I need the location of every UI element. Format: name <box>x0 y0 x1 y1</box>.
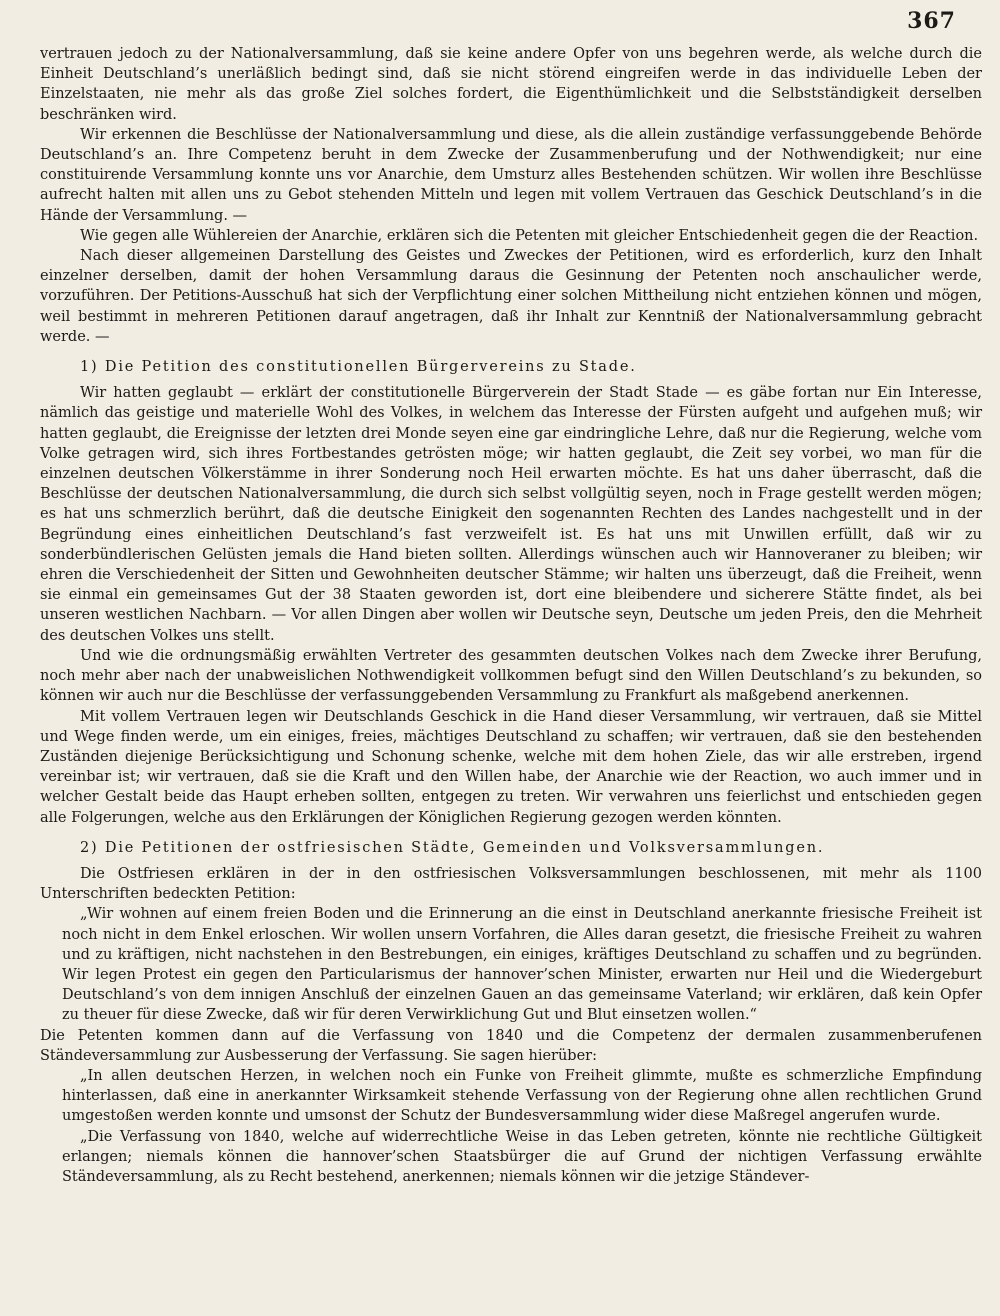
paragraph: Die Ostfriesen erklären in der in den ostfriesischen Volksversammlungen beschlossenen, mit mehr als 1100 Unterschriften bedeckten Petition: <box>40 865 982 903</box>
section-heading: 1) Die Petition des constitutionellen Bürgervereins zu Stade. <box>80 359 637 376</box>
paragraph: Mit vollem Vertrauen legen wir Deutschlands Geschick in die Hand dieser Versammlung, wir vertrauen, daß sie Mittel und Wege finden werde, um ein einiges, freies, mächtiges Deutschland zu schaffen; wir vertrauen, daß sie den bestehenden Zuständen diejenige Berücksichtigung und Schonung schenke, welche mit dem hohen Ziele, das wir alle erstreben, irgend vereinbar ist; wir vertrauen, daß sie die Kraft und den Willen habe, der Anarchie wie der Reaction, wo auch immer und in welcher Gestalt beide das Haupt erheben sollten, entgegen zu treten. Wir verwahren uns feierlichst und entschieden gegen alle Folgerungen, welche aus den Erklärungen der Königlichen Regierung gezogen werden könnten. <box>40 708 982 826</box>
section-heading: 2) Die Petitionen der ostfriesischen Städte, Gemeinden und Volksversammlungen. <box>80 839 825 856</box>
page-number: 367 <box>907 8 956 34</box>
paragraph: Wir erkennen die Beschlüsse der Nationalversammlung und diese, als die allein zuständige verfassunggebende Behörde Deutschland’s an. Ihre Competenz beruht in dem Zwecke der Zusammenberufung und der Nothwendigkeit; nur eine constituirende Versammlung konnte uns vor Anarchie, dem Umsturz alles Bestehenden schützen. Wir wollen ihre Beschlüsse aufrecht halten mit allen uns zu Gebot stehenden Mitteln und legen mit vollem Vertrauen das Geschick Deutschland’s in die Hände der Versammlung. — <box>40 126 982 224</box>
paragraph: Wie gegen alle Wühlereien der Anarchie, erklären sich die Petenten mit gleicher Entschiedenheit gegen die der Reaction. <box>80 227 979 244</box>
paragraph: Nach dieser allgemeinen Darstellung des Geistes und Zweckes der Petitionen, wird es erforderlich, kurz den Inhalt einzelner derselben, damit der hohen Versammlung daraus die Gesinnung der Petenten noch anschaulicher werde, vorzuführen. Der Petitions-Ausschuß hat sich der Verpflichtung einer solchen Mittheilung nicht entziehen können und mögen, weil bestimmt in mehreren Petitionen darauf angetragen, daß ihr Inhalt zur Kenntniß der Nationalversammlung gebracht werde. — <box>40 248 982 345</box>
quote-paragraph: „Wir wohnen auf einem freien Boden und die Erinnerung an die einst in Deutschland anerkannte friesische Freiheit ist noch nicht in dem Enkel erloschen. Wir wollen unsern Vorfahren, die Alles daran gesetzt, die friesische Freiheit zu wahren und zu kräftigen, nicht nachstehen in den Bestrebungen, ein einiges, kräftiges Deutschland zu schaffen und zu begründen. Wir legen Protest ein gegen den Particularismus der hannover’schen Minister, erwarten nur Heil und die Wiedergeburt Deutschland’s von dem innigen Anschluß der einzelnen Gauen an das gemeinsame Vaterland; wir erklären, daß kein Opfer zu theuer für diese Zwecke, daß wir für deren Verwirklichung Gut und Blut einsetzen wollen.“ <box>62 906 982 1024</box>
paragraph: Wir hatten geglaubt — erklärt der constitutionelle Bürgerverein der Stadt Stade — es gäbe fortan nur Ein Interesse, nämlich das geistige und materielle Wohl des Volkes, in welchem das Interesse der Fürsten aufgeht und aufgehen muß; wir hatten geglaubt, die Ereignisse der letzten drei Monde seyen eine gar eindringliche Lehre, daß nur die Regierung, welche vom Volke getragen wird, sich ihres Fortbestandes getrösten möge; wir hatten geglaubt, die Zeit sey vorbei, wo man für die einzelnen deutschen Völkerstämme in ihrer Sonderung noch Heil erwarten möchte. Es hat uns daher überrascht, daß die Beschlüsse der deutschen Nationalversammlung, die durch sich selbst vollgültig seyen, noch in Frage gestellt werden mögen; es hat uns schmerzlich berührt, daß die deutsche Einigkeit den sogenannten Rechten des Landes nachgestellt und in der Begründung eines einheitlichen Deutschland’s fast verzweifelt ist. Es hat uns mit Unwillen erfüllt, daß wir zu sonderbündlerischen Gelüsten jemals die Hand bieten sollten. Allerdings wünschen auch wir Hannoveraner zu bleiben; wir ehren die Verschiedenheit der Sitten und Gewohnheiten deutscher Stämme; wir halten uns überzeugt, daß die Freiheit, wenn sie einmal ein gemeinsames Gut der 38 Staaten geworden ist, dort eine bleibendere und sicherere Stätte findet, als bei unseren westlichen Nachbarn. — Vor allen Dingen aber wollen wir Deutsche seyn, Deutsche um jeden Preis, den die Mehrheit des deutschen Volkes uns stellt. <box>40 385 982 644</box>
paragraph: Und wie die ordnungsmäßig erwählten Vertreter des gesammten deutschen Volkes nach dem Zwecke ihrer Berufung, noch mehr aber nach der unabweislichen Nothwendigkeit vollkommen befugt sind den Willen Deutschland’s zu bekunden, so können wir auch nur die Beschlüsse der verfassunggebenden Versammlung zu Frankfurt als maßgebend anerkennen. <box>40 647 982 705</box>
paragraph: Die Petenten kommen dann auf die Verfassung von 1840 und die Competenz der dermalen zusammenberufenen Ständeversammlung zur Ausbesserung der Verfassung. Sie sagen hierüber: <box>40 1027 982 1064</box>
quote-paragraph: „Die Verfassung von 1840, welche auf widerrechtliche Weise in das Leben getreten, könnte nie rechtliche Gültigkeit erlangen; niemals können die hannover’schen Staatsbürger die auf Grund der nichtigen Verfassung erwählte Ständeversammlung, als zu Recht bestehend, anerkennen; niemals können wir die jetzige Ständever- <box>62 1128 982 1185</box>
paragraph: vertrauen jedoch zu der Nationalversammlung, daß sie keine andere Opfer von uns begehren werde, als welche durch die Einheit Deutschland’s unerläßlich bedingt sind, daß sie nicht störend eingreifen werde in das individuelle Leben der Einzelstaaten, nie mehr als das große Ziel solches fordert, die Eigenthümlichkeit und die Selbstständigkeit derselben beschränken wird. <box>40 46 982 123</box>
quote-paragraph: „In allen deutschen Herzen, in welchen noch ein Funke von Freiheit glimmte, mußte es schmerzliche Empfindung hinterlassen, daß eine in anerkannter Wirksamkeit stehende Verfassung von der Regierung ohne allen rechtlichen Grund umgestoßen werden konnte und umsonst der Schutz der Bundesversammlung wider diese Maßregel angerufen wurde. <box>62 1067 982 1125</box>
body-text <box>40 44 982 1187</box>
